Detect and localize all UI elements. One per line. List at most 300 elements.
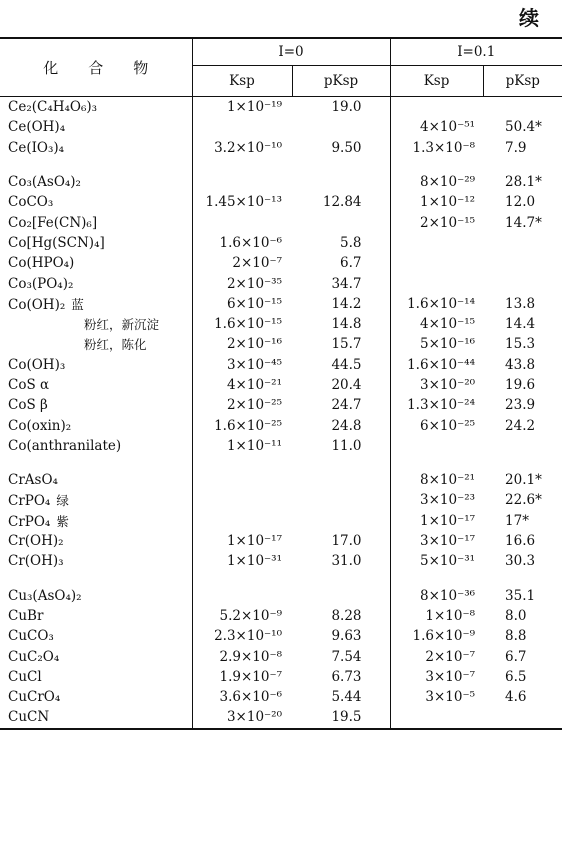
compound-name-text: CrAsO₄ bbox=[8, 472, 58, 489]
spacer-row bbox=[0, 456, 562, 470]
ksp-i1-value bbox=[390, 511, 483, 531]
ksp-i1-value bbox=[390, 375, 483, 395]
ksp-i1-value bbox=[390, 490, 483, 510]
pksp-i1-value bbox=[483, 395, 562, 415]
pksp-i1-value bbox=[483, 646, 562, 666]
ksp-i1-value bbox=[390, 667, 483, 687]
pksp-i0-value bbox=[292, 586, 390, 606]
pksp-i0-value-text: 31.0 bbox=[331, 553, 362, 570]
compound-name-text: CuCN bbox=[8, 709, 50, 726]
compound-name bbox=[0, 97, 192, 118]
ksp-i1-value bbox=[390, 531, 483, 551]
pksp-i0-value bbox=[292, 667, 390, 687]
ksp-i0-value-text: 4×10⁻²¹ bbox=[226, 377, 282, 393]
compound-name-text: Co(oxin)₂ bbox=[8, 417, 72, 434]
pksp-i1-value-text: 19.6 bbox=[505, 377, 536, 393]
pksp-i1-value bbox=[483, 415, 562, 435]
ksp-i1-value-text: 8×10⁻²⁹ bbox=[419, 174, 476, 191]
ksp-i0-value bbox=[192, 97, 292, 118]
pksp-i0-value-text: 24.8 bbox=[331, 417, 362, 434]
spacer-cell bbox=[192, 158, 292, 172]
compound-name bbox=[0, 355, 192, 375]
table-row bbox=[0, 395, 562, 415]
compound-name bbox=[0, 294, 192, 314]
pksp-i1-value-text: 20.1* bbox=[505, 472, 542, 489]
ksp-i0-value bbox=[192, 233, 292, 253]
pksp-i1-value bbox=[483, 192, 562, 212]
ksp-i1-value-text: 5×10⁻³¹ bbox=[419, 553, 476, 570]
pksp-i1-value bbox=[483, 314, 562, 334]
ksp-i0-value-text: 1.6×10⁻²⁵ bbox=[214, 417, 282, 434]
compound-name bbox=[0, 470, 192, 490]
ksp-i0-value-text: 3.6×10⁻⁶ bbox=[219, 689, 282, 706]
ksp-i0-value bbox=[192, 667, 292, 687]
table-row bbox=[0, 97, 562, 118]
spacer-row bbox=[0, 572, 562, 586]
pksp-i1-value-text: 17* bbox=[505, 512, 529, 529]
ksp-i1-value bbox=[390, 586, 483, 606]
compound-name-text: Ce₂(C₄H₄O₆)₃ bbox=[8, 99, 98, 116]
ksp-i0-value bbox=[192, 172, 292, 192]
compound-name bbox=[0, 233, 192, 253]
compound-name-text: CuCrO₄ bbox=[8, 689, 61, 706]
pksp-i1-value-text: 50.4* bbox=[505, 119, 542, 136]
pksp-i0-value-text: 12.84 bbox=[322, 194, 362, 211]
compound-name bbox=[0, 138, 192, 158]
spacer-cell bbox=[0, 456, 192, 470]
ksp-i1-value-text: 6×10⁻²⁵ bbox=[419, 417, 476, 434]
continued-label: 续 bbox=[519, 6, 540, 30]
compound-name bbox=[0, 334, 192, 354]
ksp-i1-value-text: 2×10⁻¹⁵ bbox=[419, 214, 476, 231]
ksp-i1-value-text: 1.6×10⁻⁹ bbox=[412, 628, 476, 645]
ksp-i1-value-text: 1.3×10⁻⁸ bbox=[412, 139, 476, 156]
ksp-header-i0: Ksp bbox=[192, 66, 292, 97]
ksp-i0-value bbox=[192, 490, 292, 510]
compound-name-text: Co(anthranilate) bbox=[8, 437, 122, 454]
ksp-i0-value-text: 2×10⁻²⁵ bbox=[226, 397, 282, 414]
table-row bbox=[0, 707, 562, 728]
pksp-i1-value-text: 8.0 bbox=[505, 607, 527, 624]
table-row bbox=[0, 470, 562, 490]
pksp-i1-value bbox=[483, 687, 562, 707]
pksp-i0-value bbox=[292, 551, 390, 571]
compound-name-text: Co(HPO₄) bbox=[8, 255, 75, 272]
ksp-i1-value bbox=[390, 707, 483, 728]
pksp-i1-value bbox=[483, 375, 562, 395]
ksp-i0-value bbox=[192, 687, 292, 707]
ksp-i1-value bbox=[390, 687, 483, 707]
pksp-i1-value-text: 43.8 bbox=[505, 356, 536, 373]
spacer-cell bbox=[390, 158, 483, 172]
table-row bbox=[0, 436, 562, 456]
pksp-i0-value bbox=[292, 138, 390, 158]
compound-name bbox=[0, 273, 192, 293]
compound-name-text: Cu₃(AsO₄)₂ bbox=[8, 587, 82, 604]
table-row bbox=[0, 490, 562, 510]
spacer-cell bbox=[483, 456, 562, 470]
compound-name-text: CuBr bbox=[8, 607, 44, 624]
ksp-i0-value bbox=[192, 395, 292, 415]
compound-name bbox=[0, 586, 192, 606]
ionic-strength-0-header: I=0 bbox=[192, 38, 390, 66]
pksp-i1-value bbox=[483, 606, 562, 626]
spacer-cell bbox=[192, 456, 292, 470]
pksp-i1-value-text: 13.8 bbox=[505, 295, 536, 312]
table-row bbox=[0, 606, 562, 626]
ksp-i1-value-text: 1×10⁻¹⁷ bbox=[419, 512, 476, 529]
table-row bbox=[0, 334, 562, 354]
compound-name-text: CuC₂O₄ bbox=[8, 648, 60, 665]
pksp-i1-value bbox=[483, 138, 562, 158]
spacer-cell bbox=[390, 572, 483, 586]
pksp-i1-value bbox=[483, 97, 562, 118]
table-row bbox=[0, 586, 562, 606]
spacer-cell bbox=[0, 572, 192, 586]
compound-name bbox=[0, 415, 192, 435]
ksp-i0-value bbox=[192, 415, 292, 435]
pksp-i0-value-text: 6.73 bbox=[331, 668, 362, 685]
ksp-i1-value bbox=[390, 606, 483, 626]
ksp-i0-value bbox=[192, 212, 292, 232]
ksp-i1-value bbox=[390, 117, 483, 137]
pksp-i1-value bbox=[483, 117, 562, 137]
spacer-row bbox=[0, 158, 562, 172]
compound-name-text: CuCO₃ bbox=[8, 628, 54, 645]
pksp-i0-value bbox=[292, 355, 390, 375]
compound-name-text: CuCl bbox=[8, 668, 42, 685]
pksp-i0-value bbox=[292, 97, 390, 118]
compound-column-header: 化 合 物 bbox=[0, 38, 192, 97]
compound-name-text: CoCO₃ bbox=[8, 194, 54, 211]
spacer-cell bbox=[390, 456, 483, 470]
ksp-i1-value-text: 3×10⁻²³ bbox=[419, 492, 476, 509]
spacer-cell bbox=[483, 158, 562, 172]
pksp-i1-value-text: 24.2 bbox=[505, 417, 536, 434]
ksp-i0-value bbox=[192, 138, 292, 158]
compound-name bbox=[0, 606, 192, 626]
ksp-i0-value bbox=[192, 334, 292, 354]
compound-name bbox=[0, 667, 192, 687]
compound-name-text: Ce(OH)₄ bbox=[8, 119, 66, 136]
ksp-i0-value-text: 2×10⁻³⁵ bbox=[226, 275, 282, 292]
pksp-i0-value bbox=[292, 415, 390, 435]
ksp-i0-value-text: 1.45×10⁻¹³ bbox=[205, 194, 282, 211]
ksp-i0-value-text: 3×10⁻⁴⁵ bbox=[226, 356, 282, 373]
ksp-i0-value bbox=[192, 436, 292, 456]
compound-name-text: Co₂[Fe(CN)₆] bbox=[8, 214, 98, 231]
ksp-i0-value-text: 1.6×10⁻¹⁵ bbox=[214, 316, 282, 333]
compound-name bbox=[0, 490, 192, 510]
table-row bbox=[0, 626, 562, 646]
pksp-i0-value bbox=[292, 273, 390, 293]
ksp-i1-value bbox=[390, 626, 483, 646]
ksp-i1-value-text: 8×10⁻³⁶ bbox=[419, 587, 476, 604]
ksp-header-i1: Ksp bbox=[390, 66, 483, 97]
pksp-i1-value bbox=[483, 707, 562, 728]
compound-name-text: CoS α bbox=[8, 377, 50, 393]
pksp-i1-value-text: 28.1* bbox=[505, 174, 542, 191]
pksp-i0-value bbox=[292, 192, 390, 212]
spacer-cell bbox=[192, 572, 292, 586]
pksp-i0-value-text: 15.7 bbox=[331, 336, 362, 353]
table-row bbox=[0, 294, 562, 314]
compound-name-text: CrPO₄ bbox=[8, 513, 51, 530]
ksp-i0-value-text: 1.9×10⁻⁷ bbox=[219, 668, 282, 685]
ksp-i1-value bbox=[390, 436, 483, 456]
ksp-i1-value bbox=[390, 138, 483, 158]
pksp-i1-value-text: 35.1 bbox=[505, 587, 536, 604]
pksp-i0-value bbox=[292, 172, 390, 192]
ksp-i0-value-text: 1×10⁻¹⁷ bbox=[226, 533, 282, 550]
pksp-header-i0: pKsp bbox=[292, 66, 390, 97]
compound-name bbox=[0, 436, 192, 456]
pksp-i0-value bbox=[292, 687, 390, 707]
pksp-i1-value-text: 14.7* bbox=[505, 214, 542, 231]
pksp-i1-value bbox=[483, 294, 562, 314]
compound-name-text: Cr(OH)₂ bbox=[8, 533, 64, 550]
ksp-i0-value bbox=[192, 314, 292, 334]
compound-name-text: Co₃(PO₄)₂ bbox=[8, 275, 74, 292]
pksp-i0-value bbox=[292, 233, 390, 253]
pksp-i1-value bbox=[483, 355, 562, 375]
pksp-header-i1: pKsp bbox=[483, 66, 562, 97]
compound-note: 紫 bbox=[56, 513, 69, 529]
table-row bbox=[0, 531, 562, 551]
compound-name bbox=[0, 375, 192, 395]
compound-name bbox=[0, 117, 192, 137]
ksp-i0-value-text: 1×10⁻¹⁹ bbox=[226, 99, 282, 116]
ksp-i0-value-text: 1×10⁻¹¹ bbox=[226, 437, 282, 454]
ksp-i0-value bbox=[192, 253, 292, 273]
table-body bbox=[0, 97, 562, 729]
ksp-i0-value bbox=[192, 707, 292, 728]
pksp-i0-value bbox=[292, 511, 390, 531]
ksp-i0-value bbox=[192, 355, 292, 375]
pksp-i1-value bbox=[483, 626, 562, 646]
ksp-i1-value bbox=[390, 253, 483, 273]
pksp-i1-value-text: 4.6 bbox=[505, 689, 527, 706]
pksp-i0-value bbox=[292, 334, 390, 354]
ksp-i0-value-text: 3×10⁻²⁰ bbox=[226, 709, 282, 726]
pksp-i1-value bbox=[483, 667, 562, 687]
compound-name bbox=[0, 511, 192, 531]
ksp-i1-value bbox=[390, 470, 483, 490]
ksp-i1-value-text: 1.6×10⁻⁴⁴ bbox=[407, 356, 476, 373]
ksp-i0-value-text: 1.6×10⁻⁶ bbox=[219, 234, 282, 251]
ksp-i1-value-text: 4×10⁻¹⁵ bbox=[419, 316, 476, 333]
compound-name bbox=[0, 314, 192, 334]
ksp-i1-value-text: 4×10⁻⁵¹ bbox=[419, 119, 476, 136]
pksp-i0-value-text: 9.50 bbox=[331, 139, 362, 156]
pksp-i0-value bbox=[292, 470, 390, 490]
ksp-i0-value-text: 2×10⁻⁷ bbox=[232, 255, 282, 272]
pksp-i0-value bbox=[292, 314, 390, 334]
table-row bbox=[0, 646, 562, 666]
pksp-i0-value-text: 5.44 bbox=[331, 689, 362, 706]
table-row bbox=[0, 667, 562, 687]
ksp-i0-value bbox=[192, 586, 292, 606]
pksp-i0-value-text: 14.2 bbox=[331, 295, 362, 312]
compound-name-text: 粉红，陈化 bbox=[84, 337, 147, 353]
ksp-i0-value-text: 5.2×10⁻⁹ bbox=[219, 607, 282, 624]
pksp-i1-value-text: 12.0 bbox=[505, 194, 536, 211]
ksp-i1-value bbox=[390, 212, 483, 232]
pksp-i0-value bbox=[292, 646, 390, 666]
pksp-i1-value-text: 6.5 bbox=[505, 668, 527, 685]
solubility-product-table bbox=[0, 37, 562, 730]
ksp-i1-value bbox=[390, 294, 483, 314]
spacer-cell bbox=[0, 158, 192, 172]
spacer-cell bbox=[292, 456, 390, 470]
pksp-i0-value-text: 6.7 bbox=[340, 255, 362, 272]
ksp-i0-value bbox=[192, 531, 292, 551]
table-row bbox=[0, 375, 562, 395]
ksp-i0-value-text: 2×10⁻¹⁶ bbox=[226, 336, 282, 353]
compound-name bbox=[0, 395, 192, 415]
ksp-i0-value-text: 3.2×10⁻¹⁰ bbox=[214, 139, 282, 156]
pksp-i0-value bbox=[292, 117, 390, 137]
ksp-i0-value bbox=[192, 192, 292, 212]
pksp-i1-value-text: 8.8 bbox=[505, 628, 527, 645]
table-row bbox=[0, 138, 562, 158]
pksp-i1-value-text: 23.9 bbox=[505, 397, 536, 414]
ksp-i1-value-text: 8×10⁻²¹ bbox=[419, 472, 476, 489]
compound-name bbox=[0, 212, 192, 232]
pksp-i1-value bbox=[483, 233, 562, 253]
compound-name-text: Co[Hg(SCN)₄] bbox=[8, 234, 105, 251]
ksp-i1-value-text: 1×10⁻⁸ bbox=[425, 607, 476, 624]
compound-name-text: CoS β bbox=[8, 397, 48, 414]
pksp-i0-value bbox=[292, 375, 390, 395]
pksp-i1-value-text: 30.3 bbox=[505, 553, 536, 570]
ksp-i0-value bbox=[192, 375, 292, 395]
ksp-i1-value-text: 1×10⁻¹² bbox=[419, 194, 476, 211]
pksp-i1-value bbox=[483, 253, 562, 273]
table-row bbox=[0, 212, 562, 232]
ksp-i1-value bbox=[390, 192, 483, 212]
compound-name bbox=[0, 531, 192, 551]
pksp-i1-value bbox=[483, 436, 562, 456]
ksp-i1-value bbox=[390, 551, 483, 571]
pksp-i1-value bbox=[483, 470, 562, 490]
compound-name-text: Ce(IO₃)₄ bbox=[8, 139, 65, 156]
pksp-i0-value-text: 17.0 bbox=[331, 533, 362, 550]
spacer-cell bbox=[292, 158, 390, 172]
ksp-i1-value bbox=[390, 395, 483, 415]
ksp-i0-value-text: 6×10⁻¹⁵ bbox=[226, 295, 282, 312]
ksp-i1-value bbox=[390, 415, 483, 435]
ksp-i0-value-text: 2.9×10⁻⁸ bbox=[219, 648, 282, 665]
pksp-i1-value bbox=[483, 212, 562, 232]
ksp-i1-value-text: 1.3×10⁻²⁴ bbox=[407, 397, 476, 414]
ksp-i1-value-text: 1.6×10⁻¹⁴ bbox=[407, 295, 476, 312]
pksp-i0-value-text: 19.5 bbox=[331, 709, 362, 726]
compound-name bbox=[0, 192, 192, 212]
table-row bbox=[0, 355, 562, 375]
pksp-i0-value-text: 7.54 bbox=[331, 648, 362, 665]
ksp-i1-value bbox=[390, 314, 483, 334]
pksp-i1-value bbox=[483, 586, 562, 606]
pksp-i0-value-text: 19.0 bbox=[331, 99, 362, 116]
pksp-i0-value-text: 20.4 bbox=[331, 377, 362, 393]
ksp-i1-value bbox=[390, 273, 483, 293]
ksp-i1-value-text: 3×10⁻⁷ bbox=[425, 668, 476, 685]
pksp-i1-value-text: 6.7 bbox=[505, 648, 527, 665]
compound-name-text: 粉红，新沉淀 bbox=[84, 317, 160, 333]
pksp-i1-value bbox=[483, 273, 562, 293]
compound-name-text: Co₃(AsO₄)₂ bbox=[8, 174, 81, 191]
compound-name bbox=[0, 646, 192, 666]
table-row bbox=[0, 551, 562, 571]
table-row bbox=[0, 511, 562, 531]
pksp-i0-value bbox=[292, 531, 390, 551]
pksp-i0-value bbox=[292, 490, 390, 510]
ionic-strength-0-1-header: I=0.1 bbox=[390, 38, 562, 66]
table-row bbox=[0, 192, 562, 212]
ksp-i0-value bbox=[192, 273, 292, 293]
ksp-i1-value-text: 3×10⁻⁵ bbox=[425, 689, 476, 706]
compound-name-text: Cr(OH)₃ bbox=[8, 553, 64, 570]
compound-name bbox=[0, 253, 192, 273]
table-row bbox=[0, 273, 562, 293]
ksp-i1-value-text: 3×10⁻¹⁷ bbox=[419, 533, 476, 550]
table-row bbox=[0, 172, 562, 192]
pksp-i0-value bbox=[292, 253, 390, 273]
pksp-i0-value-text: 44.5 bbox=[331, 356, 362, 373]
pksp-i0-value bbox=[292, 626, 390, 646]
pksp-i1-value bbox=[483, 531, 562, 551]
compound-name bbox=[0, 551, 192, 571]
pksp-i0-value bbox=[292, 707, 390, 728]
ksp-i0-value bbox=[192, 626, 292, 646]
pksp-i0-value bbox=[292, 395, 390, 415]
pksp-i0-value bbox=[292, 212, 390, 232]
compound-name bbox=[0, 172, 192, 192]
pksp-i0-value-text: 11.0 bbox=[331, 437, 362, 454]
ksp-i0-value bbox=[192, 294, 292, 314]
ksp-i0-value bbox=[192, 551, 292, 571]
pksp-i1-value bbox=[483, 490, 562, 510]
compound-name-text: CrPO₄ bbox=[8, 493, 51, 510]
table-row bbox=[0, 687, 562, 707]
pksp-i1-value bbox=[483, 511, 562, 531]
compound-name-text: Co(OH)₂ bbox=[8, 296, 66, 313]
pksp-i0-value-text: 34.7 bbox=[331, 275, 362, 292]
ksp-i1-value bbox=[390, 334, 483, 354]
pksp-i1-value-text: 15.3 bbox=[505, 336, 536, 353]
ksp-i0-value-text: 2.3×10⁻¹⁰ bbox=[214, 628, 282, 645]
compound-note: 蓝 bbox=[71, 296, 84, 312]
ksp-i1-value-text: 3×10⁻²⁰ bbox=[419, 377, 476, 393]
ksp-i1-value-text: 2×10⁻⁷ bbox=[425, 648, 476, 665]
compound-note: 绿 bbox=[56, 493, 69, 509]
ksp-i1-value bbox=[390, 97, 483, 118]
table-row bbox=[0, 314, 562, 334]
ksp-i0-value bbox=[192, 470, 292, 490]
pksp-i0-value-text: 14.8 bbox=[331, 316, 362, 333]
pksp-i1-value-text: 16.6 bbox=[505, 533, 536, 550]
compound-name bbox=[0, 626, 192, 646]
ksp-i0-value bbox=[192, 117, 292, 137]
pksp-i1-value-text: 14.4 bbox=[505, 316, 536, 333]
pksp-i0-value-text: 8.28 bbox=[331, 607, 362, 624]
pksp-i1-value-text: 7.9 bbox=[505, 139, 527, 156]
ksp-i0-value-text: 1×10⁻³¹ bbox=[226, 553, 282, 570]
table-row bbox=[0, 233, 562, 253]
ksp-i0-value bbox=[192, 646, 292, 666]
ksp-i1-value bbox=[390, 646, 483, 666]
